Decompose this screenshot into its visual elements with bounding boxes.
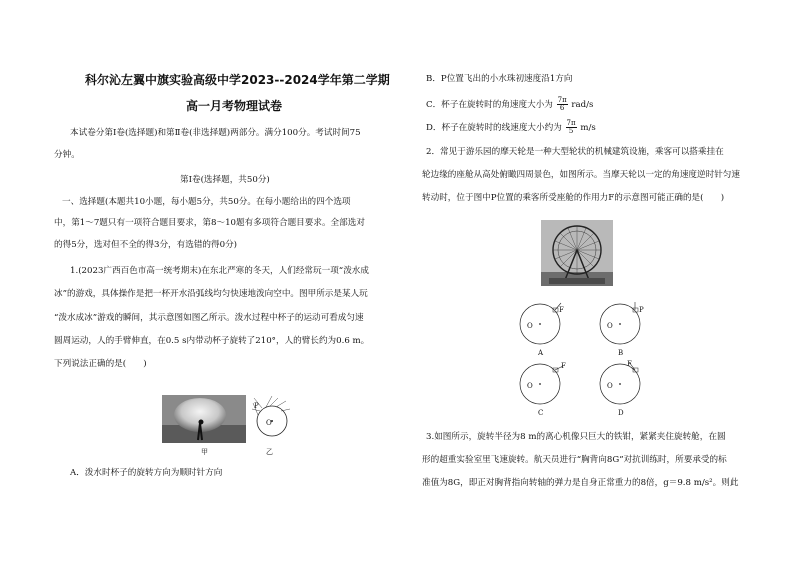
q1-line-1: 1.(2023广西百色市高一统考期末)在东北严寒的冬天，人们经常玩一项“泼水成	[70, 266, 369, 276]
q1-line-4: 圆周运动，人的手臂伸直，在0.5 s内带动杯子旋转了210°，人的臂长约为0.6 m。	[54, 336, 370, 346]
q3-line-1: 3.如图所示，旋转半径为8 m的离心机像只巨大的铁钳，紧紧夹住旋转舱，在圆	[426, 432, 726, 442]
q2-diagram-c-o: O	[527, 382, 533, 390]
fig-caption-b: 乙	[266, 448, 273, 456]
q2-diagram-d-f: F	[627, 360, 632, 368]
fig-label-p: P	[254, 402, 259, 410]
section-desc-1: 一、选择题(本题共10小题，每小题5分，共50分。在每小题给出的四个选项	[62, 197, 351, 207]
q2-label-c: C	[538, 409, 544, 417]
ferris-wheel-photo	[541, 220, 613, 286]
q2-line-3: 转动时，位于图中P位置的乘客所受座舱的作用力F的示意图可能正确的是( )	[422, 193, 725, 203]
section-desc-2: 中，第1～7题只有一项符合题目要求，第8～10题有多项符合题目要求。全部选对	[54, 218, 365, 228]
q2-diagram-c-f: F	[561, 362, 566, 370]
q2-diagram-b-o: O	[607, 322, 613, 330]
q2-diagram-a-f: F	[559, 306, 564, 314]
q1-photo-figure	[162, 395, 246, 443]
q2-diagram-a-o: O	[527, 322, 533, 330]
q2-label-b: B	[618, 349, 624, 357]
section-heading: 第Ⅰ卷(选择题，共50分)	[180, 175, 270, 185]
q2-options-diagrams	[505, 302, 655, 422]
fig-caption-a: 甲	[201, 448, 208, 456]
q2-line-2: 轮边缘的座舱从高处俯瞰四周景色，如图所示。当摩天轮以一定的角速度逆时针匀速	[422, 170, 740, 180]
q2-line-1: 2．常见于游乐园的摩天轮是一种大型轮状的机械建筑设施，乘客可以搭乘挂在	[426, 147, 724, 157]
q1-option-d: D．杯子在旋转时的线速度大小约为 $\frac{7\pi}{5}$ m/s	[426, 119, 596, 135]
q1-option-c: C．杯子在旋转时的角速度大小为 $\frac{7\pi}{6}$ rad/s	[426, 96, 594, 112]
q1-line-5: 下列说法正确的是( )	[54, 359, 147, 369]
q3-line-3: 准值为8G，即正对胸背指向转轴的弹力是自身正常重力的8倍，g＝9.8 m/s²。则此	[422, 478, 739, 488]
q2-label-d: D	[618, 409, 624, 417]
intro-line-1: 本试卷分第Ⅰ卷(选择题)和第Ⅱ卷(非选择题)两部分。满分100分。考试时间75	[70, 128, 361, 138]
q1-option-b: B．P位置飞出的小水珠初速度沿1方向	[426, 74, 573, 84]
q1-option-a: A．泼水时杯子的旋转方向为顺时针方向	[70, 468, 223, 478]
q1-line-3: “泼水成冰”游戏的瞬间，其示意图如图乙所示。泼水过程中杯子的运动可看成匀速	[54, 313, 364, 323]
q2-diagram-d-o: O	[607, 382, 613, 390]
fig-label-o: O	[266, 419, 272, 427]
title-line-1: 科尔沁左翼中旗实验高级中学2023--2024学年第二学期	[85, 73, 390, 87]
section-desc-3: 的得5分，选对但不全的得3分，有选错的得0分)	[54, 240, 238, 250]
q3-line-2: 形的超重实验室里飞速旋转。航天员进行“胸背向8G”对抗训练时，所要承受的标	[422, 455, 727, 465]
title-line-2: 高一月考物理试卷	[186, 99, 283, 113]
q2-label-a: A	[538, 349, 544, 357]
q1-line-2: 冰”的游戏，具体操作是把一杯开水沿弧线均匀快速地泼向空中。图甲所示是某人玩	[54, 289, 368, 299]
q2-diagram-b-p: P	[639, 306, 644, 314]
intro-line-2: 分钟。	[54, 150, 80, 160]
